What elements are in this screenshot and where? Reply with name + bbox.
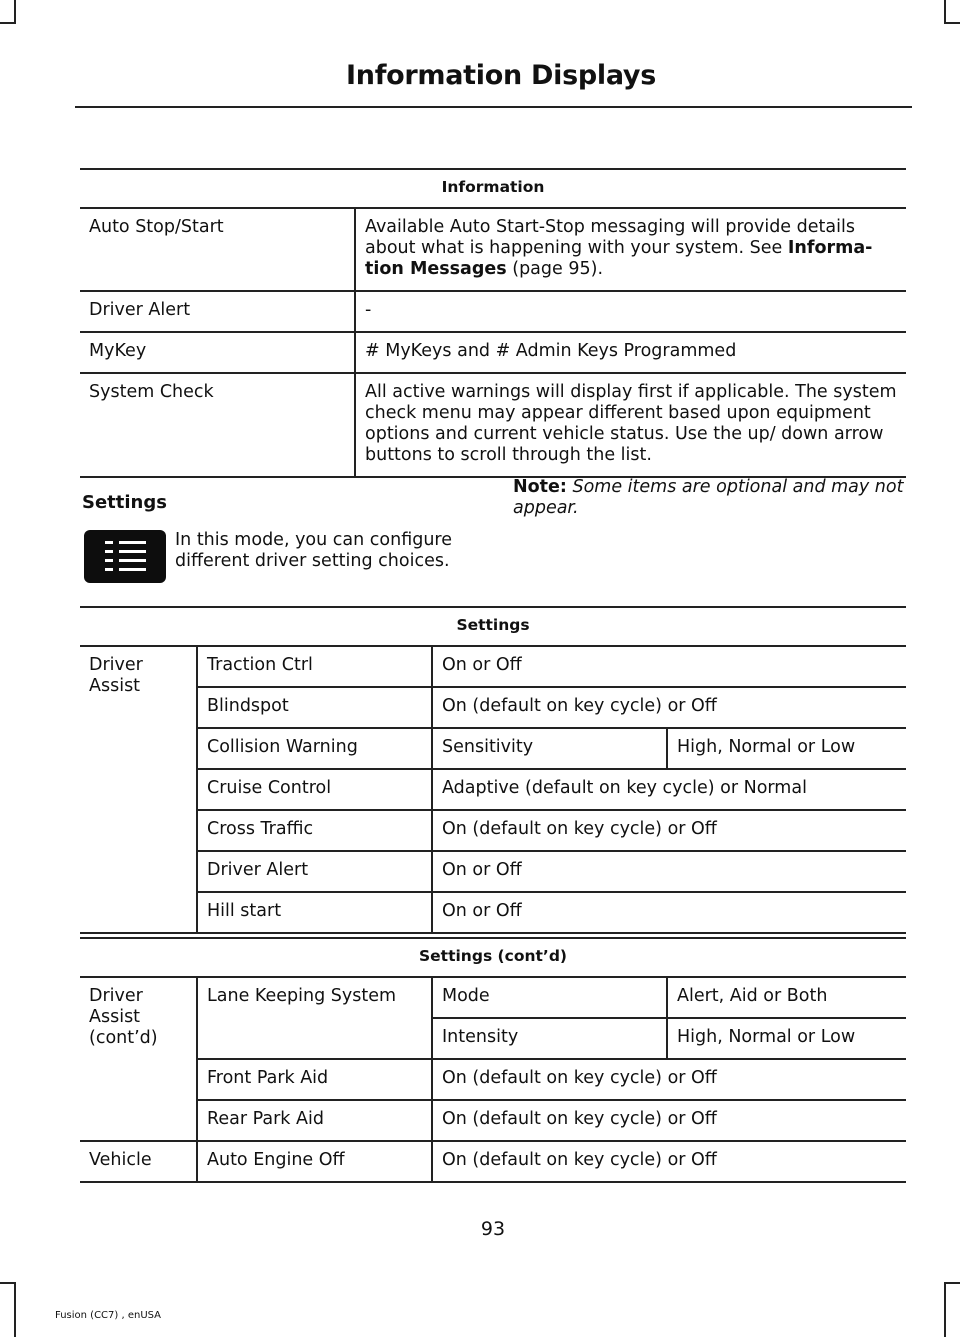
table-cell: Auto Stop/Start xyxy=(80,208,355,291)
crop-mark xyxy=(944,0,946,23)
table-cell: All active warnings will display first if applicable. The system check menu may appear different based upon equipment options and current vehicle status. Use the up/ down arrow buttons to scroll through the list. xyxy=(355,373,906,477)
icon-part xyxy=(105,541,113,544)
cell-text: (page 95). xyxy=(506,259,604,279)
table-cell: Collision Warning xyxy=(197,728,432,769)
table-cell: # MyKeys and # Admin Keys Programmed xyxy=(355,332,906,373)
table-cell: On (default on key cycle) or Off xyxy=(432,1141,906,1182)
table-cell: Cross Traffic xyxy=(197,810,432,851)
table-cell: Alert, Aid or Both xyxy=(667,977,906,1018)
icon-part xyxy=(105,550,113,553)
settings-list-icon xyxy=(84,530,166,583)
table-cell: - xyxy=(355,291,906,332)
table-cell: Intensity xyxy=(432,1018,667,1059)
group-cell: Driver Assist (cont’d) xyxy=(80,977,197,1141)
table-cell: High, Normal or Low xyxy=(667,728,906,769)
table-cell: Lane Keeping System xyxy=(197,977,432,1059)
icon-part xyxy=(119,559,146,562)
table-cell: Front Park Aid xyxy=(197,1059,432,1100)
table-cell: Driver Alert xyxy=(80,291,355,332)
table-row xyxy=(80,332,906,373)
table-row xyxy=(80,291,906,332)
table-cell: On (default on key cycle) or Off xyxy=(432,810,906,851)
table-cell: Sensitivity xyxy=(432,728,667,769)
settings-continued-table xyxy=(80,937,906,1183)
icon-part xyxy=(119,541,146,544)
table-row xyxy=(80,1141,906,1182)
crop-mark xyxy=(944,1282,946,1337)
table-row xyxy=(80,769,906,810)
section-description: In this mode, you can configure different driver setting choices. xyxy=(175,530,453,571)
settings-table xyxy=(80,606,906,934)
icon-part xyxy=(105,568,113,571)
table-row xyxy=(80,646,906,687)
table-row xyxy=(80,892,906,933)
table-row xyxy=(80,851,906,892)
note xyxy=(513,477,908,519)
table-cell: Adaptive (default on key cycle) or Normal xyxy=(432,769,906,810)
note-label: Note: xyxy=(513,477,567,497)
table-caption: Settings (cont’d) xyxy=(80,938,906,977)
table-cell: Hill start xyxy=(197,892,432,933)
crop-mark xyxy=(944,22,960,24)
table-row xyxy=(80,1059,906,1100)
table-cell: Traction Ctrl xyxy=(197,646,432,687)
section-heading: Settings xyxy=(82,492,167,513)
table-row xyxy=(80,687,906,728)
table-cell: On or Off xyxy=(432,646,906,687)
table-cell: Auto Engine Off xyxy=(197,1141,432,1182)
crop-mark xyxy=(0,22,16,24)
group-cell: Vehicle xyxy=(80,1141,197,1182)
group-cell: Driver Assist xyxy=(80,646,197,933)
note-text: Some items are optional and may not appear. xyxy=(513,477,904,518)
crop-mark xyxy=(14,1282,16,1337)
table-row xyxy=(80,373,906,477)
table-cell: Driver Alert xyxy=(197,851,432,892)
table-cell: High, Normal or Low xyxy=(667,1018,906,1059)
table-cell: System Check xyxy=(80,373,355,477)
table-cell: On or Off xyxy=(432,851,906,892)
information-table xyxy=(80,168,906,478)
table-row xyxy=(80,977,906,1018)
table-cell: On or Off xyxy=(432,892,906,933)
table-cell: Mode xyxy=(432,977,667,1018)
table-row xyxy=(80,208,906,291)
icon-part xyxy=(105,559,113,562)
crop-mark xyxy=(14,0,16,23)
table-cell: On (default on key cycle) or Off xyxy=(432,1100,906,1141)
table-caption: Information xyxy=(80,169,906,208)
page-title: Information Displays xyxy=(346,60,656,91)
header-rule xyxy=(75,106,912,108)
icon-part xyxy=(119,550,146,553)
footer-text: Fusion (CC7) , enUSA xyxy=(55,1310,162,1321)
table-caption: Settings xyxy=(80,607,906,646)
crop-mark xyxy=(0,1282,16,1284)
table-cell: Cruise Control xyxy=(197,769,432,810)
crop-mark xyxy=(944,1282,960,1284)
icon-part xyxy=(119,568,146,571)
table-cell: MyKey xyxy=(80,332,355,373)
table-cell: On (default on key cycle) or Off xyxy=(432,687,906,728)
table-row xyxy=(80,1100,906,1141)
table-cell xyxy=(355,208,906,291)
table-cell: On (default on key cycle) or Off xyxy=(432,1059,906,1100)
cell-text: Available Auto Start-Stop messaging will provide details about what is happening with your system. See xyxy=(365,217,855,258)
table-cell: Rear Park Aid xyxy=(197,1100,432,1141)
table-row xyxy=(80,728,906,769)
page-number: 93 xyxy=(480,1218,506,1240)
table-cell: Blindspot xyxy=(197,687,432,728)
cross-reference-link[interactable]: Informa-tion Messages xyxy=(365,238,873,279)
table-row xyxy=(80,810,906,851)
